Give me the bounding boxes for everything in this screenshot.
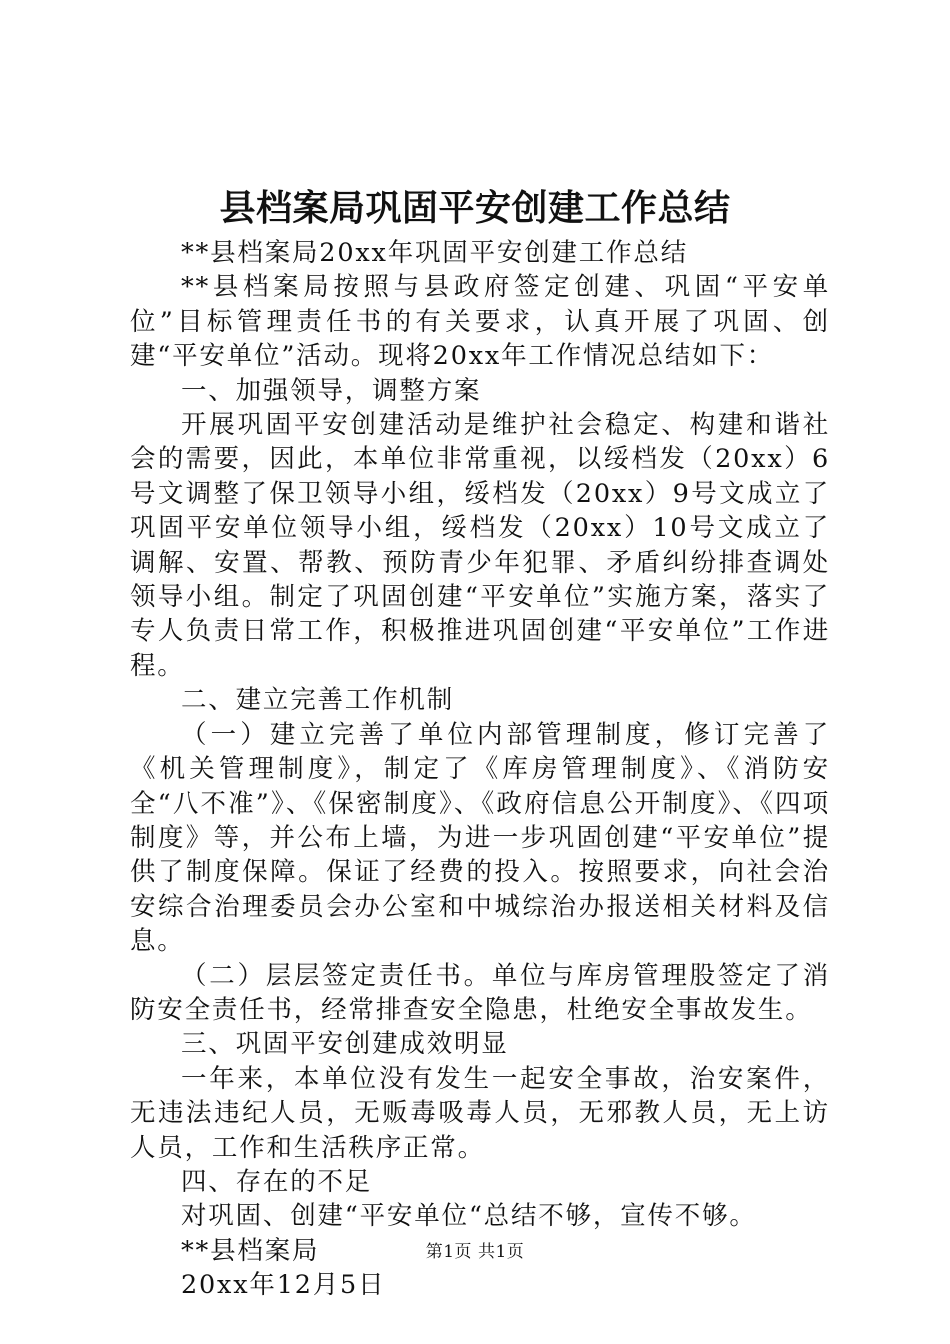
section-heading-1: 一、加强领导，调整方案 [181, 375, 482, 406]
section-2-item-2: （二）层层签定责任书。单位与库房管理股签定了消防安全责任书，经常排查安全隐患，杜绝安全事故发生。 [130, 960, 830, 1025]
section-heading-2: 二、建立完善工作机制 [181, 685, 455, 716]
section-heading-4: 四、存在的不足 [181, 1166, 373, 1197]
section-2-item-1: （一）建立完善了单位内部管理制度，修订完善了《机关管理制度》，制定了《库房管理制度》、《消防安全“八不准”》、《保密制度》、《政府信息公开制度》、《四项制度》等，并公布上墙，为进一步巩固创建“平安单位”提供了制度保障。保证了经费的投入。按照要求，向社会治安综合治理委员会办公室和中城综治办报送相关材料及信息。 [130, 719, 830, 957]
intro-paragraph: **县档案局按照与县政府签定创建、巩固“平安单位”目标管理责任书的有关要求，认真开展了巩固、创建“平安单位”活动。现将20xx年工作情况总结如下： [130, 272, 830, 372]
section-1-paragraph: 开展巩固平安创建活动是维护社会稳定、构建和谐社会的需要，因此，本单位非常重视，以绥档发（20xx）6号文调整了保卫领导小组，绥档发（20xx）9号文成立了巩固平安单位领导小组，绥档发（20xx）10号文成立了调解、安置、帮教、预防青少年犯罪、矛盾纠纷排查调处领导小组。制定了巩固创建“平安单位”实施方案，落实了专人负责日常工作，积极推进巩固创建“平安单位”工作进程。 [130, 410, 830, 681]
document-body [130, 236, 830, 1303]
section-3-paragraph: 一年来，本单位没有发生一起安全事故，治安案件，无违法违纪人员，无贩毒吸毒人员，无邪教人员，无上访人员，工作和生活秩序正常。 [130, 1063, 830, 1163]
subtitle-line: **县档案局20xx年巩固平安创建工作总结 [181, 238, 689, 268]
signature-date: 20xx年12月5日 [181, 1270, 386, 1301]
section-4-paragraph: 对巩固、创建“平安单位“总结不够，宣传不够。 [181, 1201, 757, 1232]
document-title: 县档案局巩固平安创建工作总结 [219, 187, 731, 229]
page-number-footer: 第1页 共1页 [425, 1242, 525, 1262]
section-heading-3: 三、巩固平安创建成效明显 [181, 1029, 509, 1060]
signature-organization: **县档案局 [181, 1235, 320, 1266]
